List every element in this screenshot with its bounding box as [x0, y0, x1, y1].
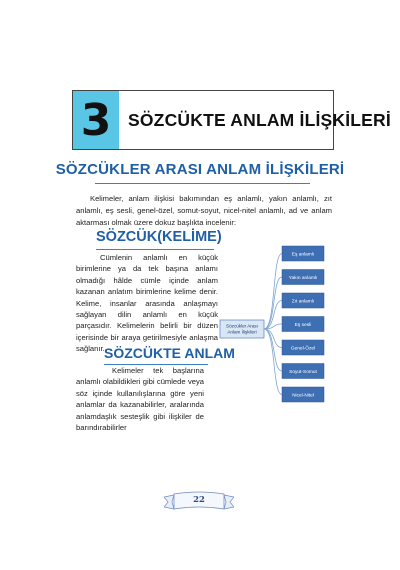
- chapter-title: SÖZCÜKTE ANLAM İLİŞKİLERİ: [128, 109, 391, 130]
- diagram-node-label: Eş sesli: [294, 322, 312, 328]
- diagram-connector: [264, 329, 282, 395]
- sozcukte-anlam-heading: SÖZCÜKTE ANLAM: [104, 345, 235, 361]
- diagram-connector: [264, 329, 282, 371]
- sozcuk-heading-underline: [96, 249, 214, 250]
- diagram-connector: [264, 301, 282, 330]
- sozcukte-anlam-paragraph: Kelimeler tek başlarına anlamlı olabildikleri gibi cümlede veya söz içinde kullanılışlarına göre yeni anlamlar da kazanabilirler, aralarında anlamdaşlık sesteşlik gibi ilişkiler de barındırabilirler: [76, 366, 204, 433]
- relations-diagram: [212, 242, 332, 412]
- diagram-node-label: Yakın anlamlı: [288, 275, 318, 281]
- diagram-node-label: Genel-Özel: [290, 346, 316, 352]
- chapter-header: [72, 90, 391, 150]
- chapter-number: 3: [73, 91, 119, 149]
- sozcuk-heading: SÖZCÜK(KELİME): [96, 229, 222, 245]
- intro-paragraph: Kelimeler, anlam ilişkisi bakımından eş anlamlı, yakın anlamlı, zıt anlamlı, eş sesli, genel-özel, somut-soyut, nicel-nitel anlamlı, ad ve anlam aktarması olmak üzere dokuz başlıkta incelenir:: [76, 194, 332, 227]
- page-number: 22: [193, 495, 205, 505]
- diagram-root-label: Anlam İlişkileri: [227, 329, 257, 335]
- diagram-node-label: Zıt anlamlı: [291, 299, 315, 305]
- diagram-node-label: Nicel-Nitel: [292, 393, 314, 399]
- diagram-node-label: Eş anlamlı: [291, 252, 315, 258]
- diagram-connector: [264, 277, 282, 329]
- section-title-underline: [95, 183, 310, 184]
- diagram-node-label: Soyut-Somut: [289, 369, 317, 375]
- diagram-root-label: Sözcükler Arası: [226, 323, 258, 329]
- section-title: SÖZCÜKLER ARASI ANLAM İLİŞKİLERİ: [55, 161, 345, 178]
- sozcuk-paragraph: Cümlenin anlamlı en küçük birimlerine ya da tek başına anlamı olmadığı hâlde cümle içinde anlam kazanan anlatım birimlerine kelime denir. Kelime, insanlar arasında anlaşmayı sağlayan dilin anlamlı en küçük parçasıdır. Kelimelerin belirli bir düzen içerisinde bir araya getirilmesiyle anlaşma sağlanır.: [76, 253, 218, 354]
